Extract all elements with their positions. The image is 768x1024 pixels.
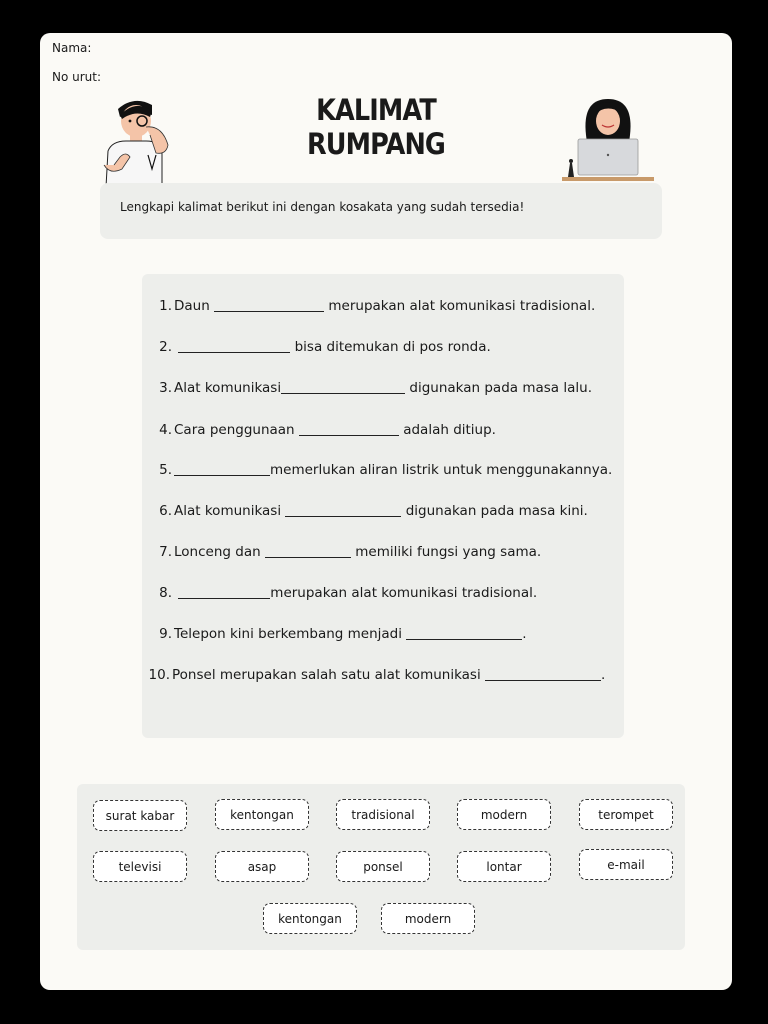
answer-blank[interactable] [485,666,601,681]
answer-blank[interactable] [406,625,522,640]
question-3 [150,379,592,396]
question-number: 3. [159,380,172,396]
question-number: 9. [159,626,172,642]
answer-blank[interactable] [178,338,290,353]
word-bank [77,784,685,950]
answer-blank[interactable] [265,543,351,558]
answer-blank[interactable] [178,584,270,599]
question-number: 7. [159,544,172,560]
word-chip[interactable]: modern [381,903,475,934]
question-number: 5. [159,462,172,478]
question-text-before: Alat komunikasi [174,380,282,396]
question-text-before: Telepon kini berkembang menjadi [174,626,402,642]
instruction-text: Lengkapi kalimat berikut ini dengan kosakata yang sudah tersedia! [120,200,525,214]
question-text-after: . [601,667,606,683]
word-chip[interactable]: surat kabar [93,800,187,831]
question-text-after: adalah ditiup. [403,422,496,438]
word-chip[interactable]: kentongan [215,799,309,830]
question-text-before: Alat komunikasi [174,503,282,519]
word-chip[interactable]: lontar [457,851,551,882]
girl-laptop-illustration [560,95,656,183]
word-chip[interactable]: e-mail [579,849,673,880]
name-label: Nama: [52,41,92,55]
question-text-before: Ponsel merupakan salah satu alat komunikasi [172,667,481,683]
question-6 [150,502,588,519]
question-text-after: merupakan alat komunikasi tradisional. [270,585,538,601]
question-7 [150,543,541,560]
question-number: 6. [159,503,172,519]
word-chip[interactable]: televisi [93,851,187,882]
answer-blank[interactable] [214,297,324,312]
word-chip[interactable]: asap [215,851,309,882]
worksheet-page [40,33,732,990]
question-text-after: digunakan pada masa lalu. [409,380,592,396]
question-1 [150,297,595,314]
number-label: No urut: [52,70,102,84]
question-text-after: bisa ditemukan di pos ronda. [294,339,491,355]
boy-illustration [100,95,180,187]
question-number: 8. [159,585,172,601]
answer-blank[interactable] [281,379,405,394]
question-number: 4. [159,422,172,438]
answer-blank[interactable] [285,502,401,517]
question-text-before: Cara penggunaan [174,422,295,438]
question-8 [150,584,537,601]
word-chip[interactable]: tradisional [336,799,430,830]
page-title: KALIMAT RUMPANG [306,93,446,161]
question-number: 1. [159,298,172,314]
word-chip[interactable]: ponsel [336,851,430,882]
question-text-after: memiliki fungsi yang sama. [355,544,542,560]
answer-blank[interactable] [299,421,399,436]
question-text-after: merupakan alat komunikasi tradisional. [328,298,596,314]
question-2 [150,338,491,355]
questions-box [142,274,624,738]
word-chip[interactable]: kentongan [263,903,357,934]
answer-blank[interactable] [174,461,270,476]
question-text-after: memerlukan aliran listrik untuk menggunakannya. [270,462,613,478]
question-text-after: digunakan pada masa kini. [405,503,588,519]
question-text-after: . [522,626,527,642]
question-4 [150,421,496,438]
question-text-before: Daun [174,298,210,314]
instruction-box [100,183,662,239]
word-chip[interactable]: modern [457,799,551,830]
question-10 [142,666,605,683]
question-text-before: Lonceng dan [174,544,261,560]
question-5 [150,461,612,478]
word-chip[interactable]: terompet [579,799,673,830]
question-number: 2. [159,339,172,355]
question-number: 10. [148,667,170,683]
question-9 [150,625,527,642]
